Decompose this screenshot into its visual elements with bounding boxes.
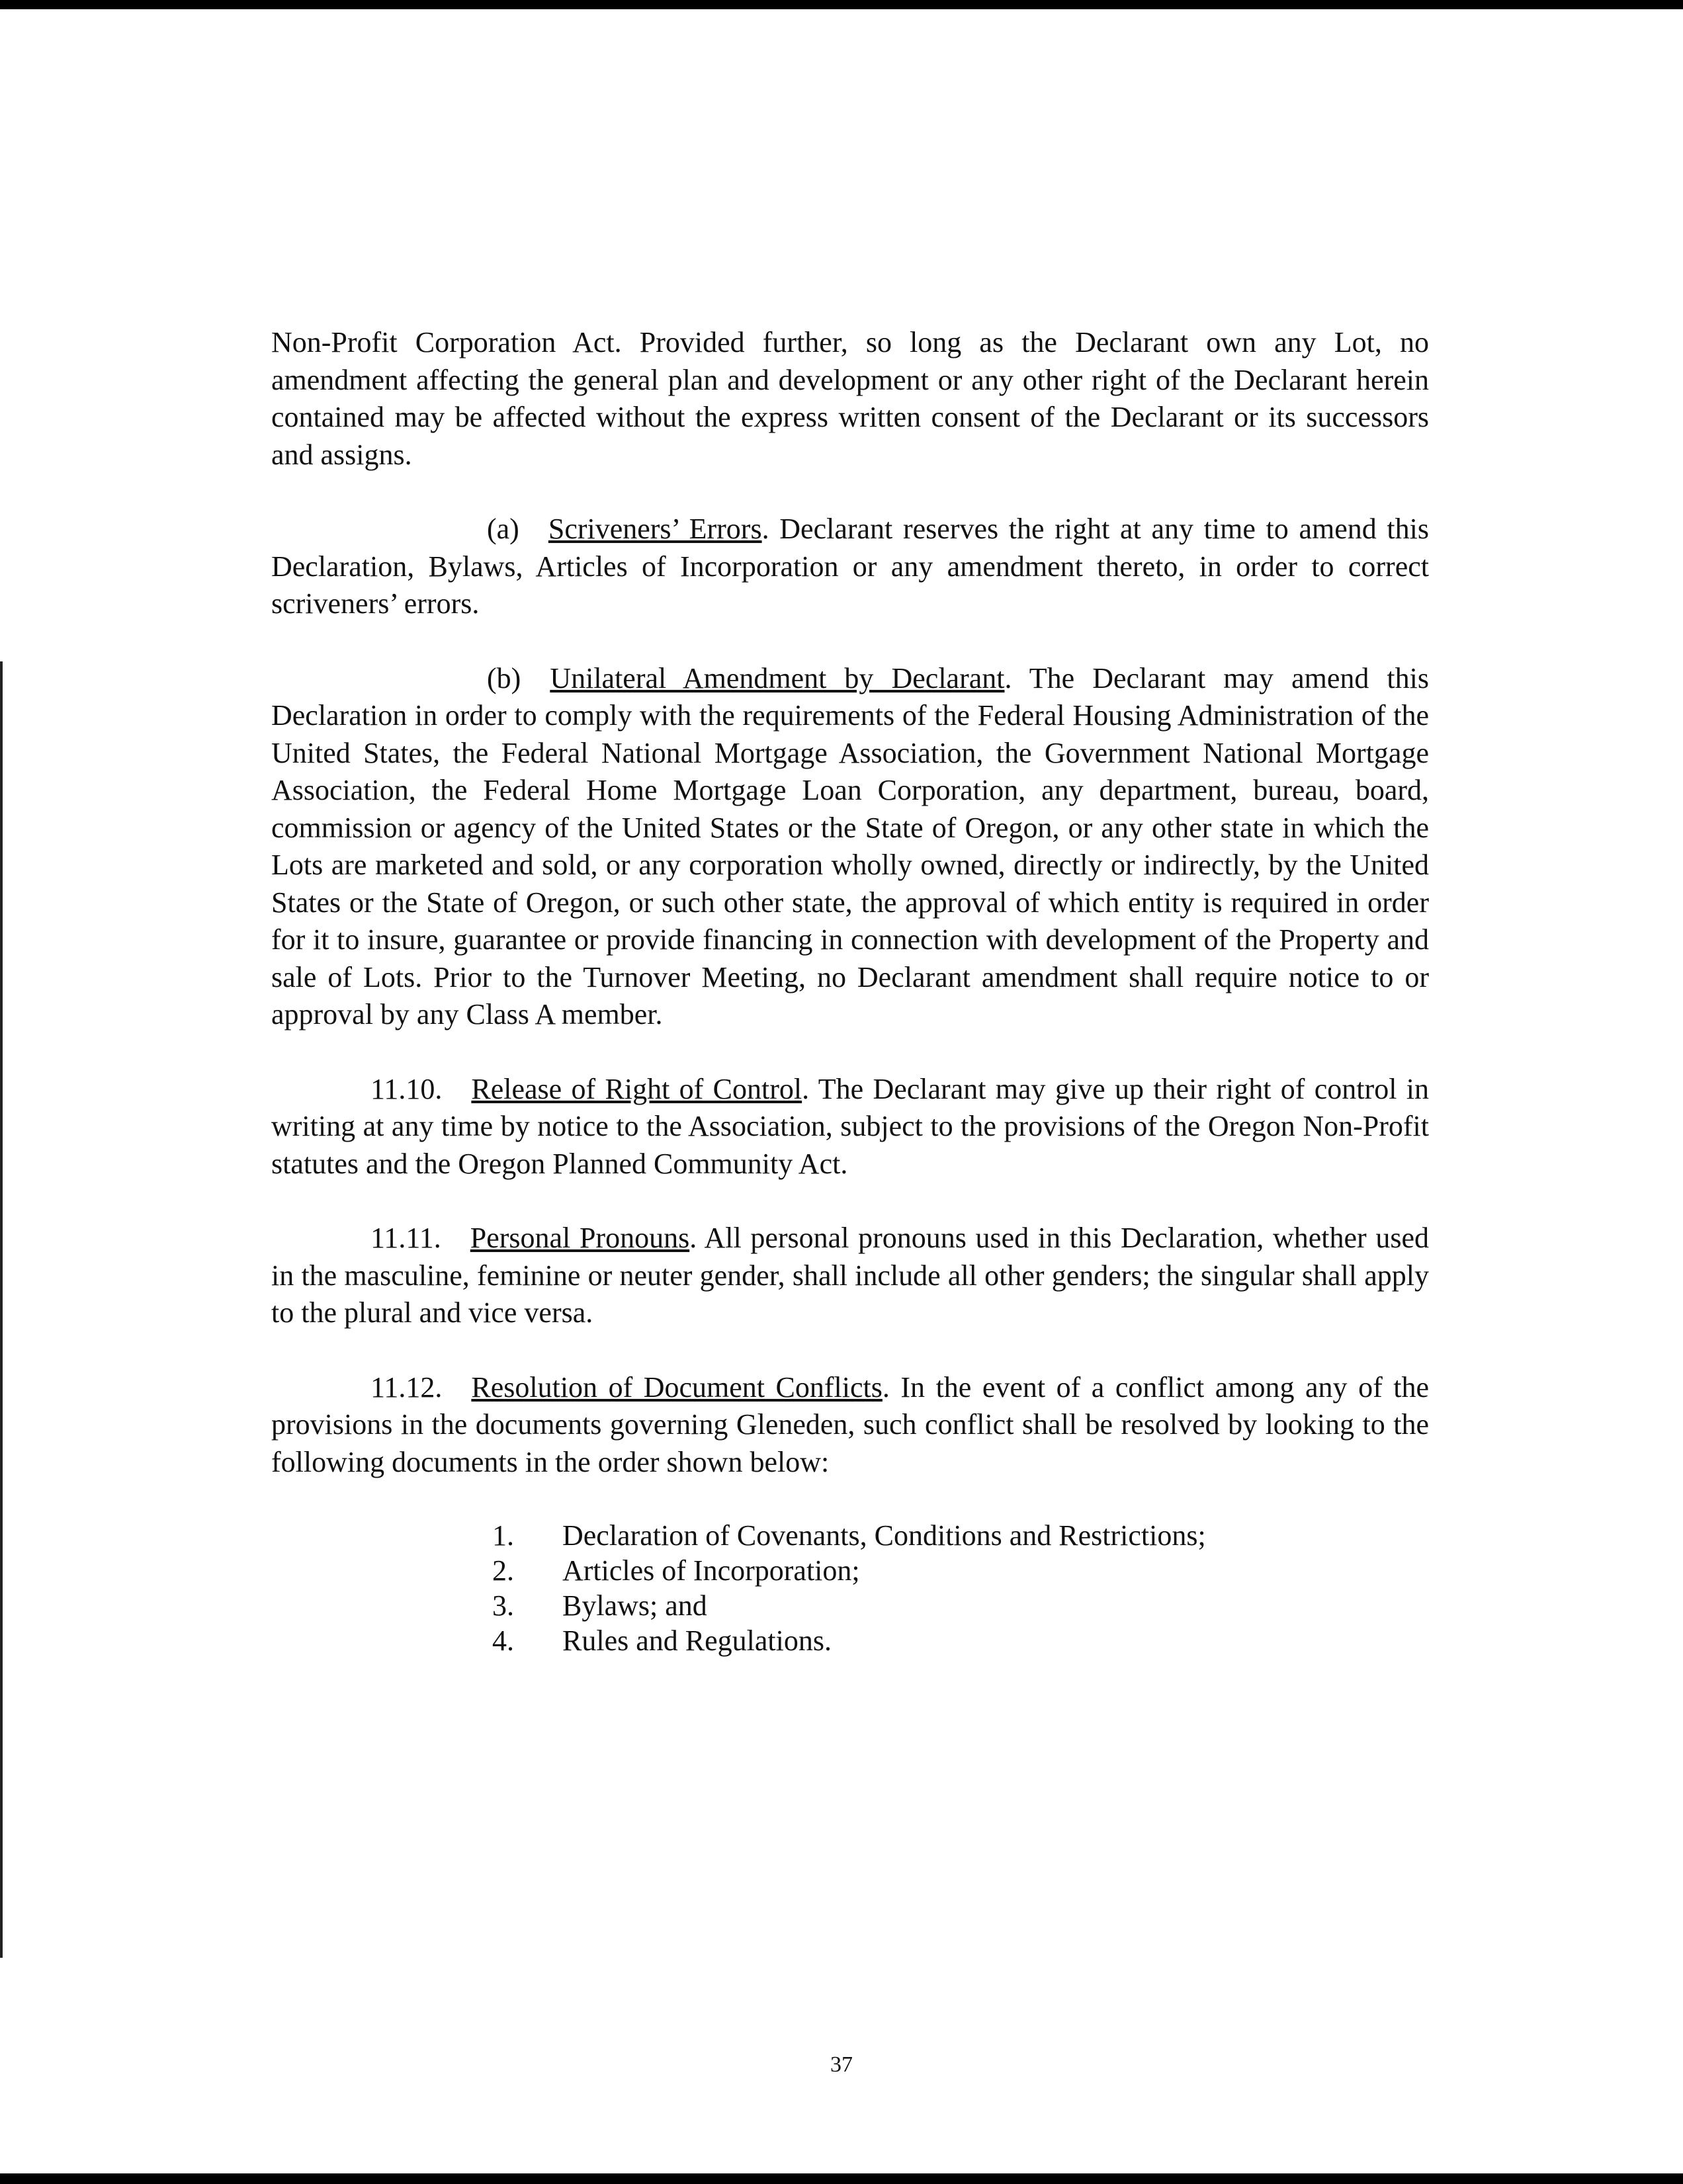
section-11-11-heading: Personal Pronouns [470, 1222, 690, 1254]
scan-bottom-border [0, 2173, 1683, 2184]
section-b-label: (b) [487, 661, 521, 694]
section-b-heading: Unilateral Amendment by Declarant [550, 661, 1005, 694]
intro-text: Non-Profit Corporation Act. Provided further, so long as the Declarant own any Lot, no amendment affecting the general plan and development or any other right of the Declarant herein contained may be affected without the express written consent of the Declarant or its successors and assigns. [271, 326, 1429, 471]
document-body [271, 324, 1429, 1658]
section-11-12-body: . In the event of a conflict among any of the provisions in the documents governing Gleneden, such conflict shall be resolved by looking to the following documents in the order shown below: [271, 1370, 1430, 1478]
list-item-index: 4. [492, 1624, 514, 1657]
list-item-text: Bylaws; and [562, 1589, 707, 1622]
list-item-text: Rules and Regulations. [562, 1624, 832, 1657]
list-item-index: 3. [492, 1589, 514, 1622]
list-item [492, 1518, 1429, 1553]
list-item-text: Articles of Incorporation; [562, 1554, 860, 1587]
list-item-index: 1. [492, 1519, 514, 1552]
list-item [492, 1588, 1429, 1623]
section-11-12-paragraph [271, 1369, 1429, 1482]
page-number: 37 [830, 2052, 853, 2077]
section-11-12-heading: Resolution of Document Conflicts [471, 1370, 883, 1404]
section-11-11-body: . All personal pronouns used in this Declaration, whether used in the masculine, feminine or neuter gender, shall include all other genders; the singular shall apply to the plural and vice versa. [271, 1222, 1429, 1329]
section-11-11-number: 11.11. [370, 1222, 441, 1254]
list-item [492, 1553, 1429, 1588]
section-11-10-paragraph [271, 1071, 1429, 1183]
list-item [492, 1623, 1429, 1658]
scan-top-border [0, 0, 1683, 9]
section-11-10-number: 11.10. [370, 1072, 443, 1105]
section-11-10-body: . The Declarant may give up their right of control in writing at any time by notice to the Association, subject to the provisions of the Oregon Non-Profit statutes and the Oregon Planned Community Act. [271, 1072, 1429, 1180]
section-b-body: . The Declarant may amend this Declaration in order to comply with the requirements of the Federal Housing Administration of the United States, the Federal National Mortgage Association, the Government National Mortgage Association, the Federal Home Mortgage Loan Corporation, any department, bureau, board, commission or agency of the United States or the State of Oregon, or any other state in which the Lots are marketed and sold, or any corporation wholly owned, directly or indirectly, by the United States or the State of Oregon, or such other state, the approval of which entity is required in order for it to insure, guarantee or provide financing in connection with development of the Property and sale of Lots. Prior to the Turnover Meeting, no Declarant amendment shall require notice to or approval by any Class A member. [271, 661, 1429, 1030]
section-11-12-number: 11.12. [370, 1370, 443, 1404]
section-b-paragraph [271, 660, 1429, 1034]
document-order-list [492, 1518, 1429, 1658]
list-item-index: 2. [492, 1554, 514, 1587]
section-11-11-paragraph [271, 1220, 1429, 1332]
intro-paragraph [271, 324, 1429, 474]
section-a-heading: Scriveners’ Errors [548, 513, 762, 545]
scan-left-edge [0, 661, 3, 1958]
section-a-label: (a) [487, 513, 519, 545]
section-11-10-heading: Release of Right of Control [471, 1072, 802, 1105]
list-item-text: Declaration of Covenants, Conditions and Restrictions; [562, 1519, 1206, 1552]
section-a-paragraph [271, 511, 1429, 623]
section-a-body: . Declarant reserves the right at any time to amend this Declaration, Bylaws, Articles of Incorporation or any amendment thereto, in order to correct scriveners’ errors. [271, 513, 1429, 620]
